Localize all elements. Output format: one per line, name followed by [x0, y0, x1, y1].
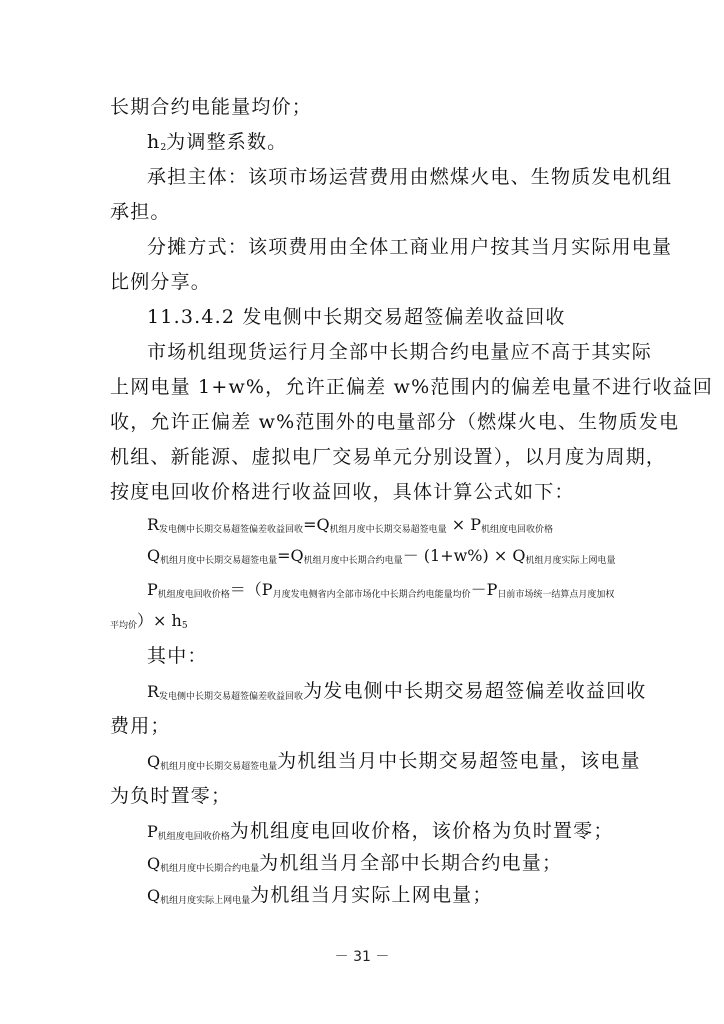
text-line-3: 承担主体：该项市场运营费用由燃煤火电、生物质发电机组 — [147, 166, 673, 188]
formula-2: $Q_{机组月度中长期交易超签电量}=Q_{机组月度中长期合约电量}- (1+w\%) \times Q_{机组月度实际上网电量}$ — [147, 546, 616, 566]
text-line-9: 上网电量 1+w%，允许正偏差 w%范围内的偏差电量不进行收益回 — [110, 376, 714, 398]
where-label: 其中： — [147, 645, 208, 667]
text-line-2: $h_2$为调整系数。 — [147, 131, 288, 153]
definition-5: $Q_{机组月度实际上网电量}$为机组当月实际上网电量； — [147, 884, 493, 906]
formula-1: $R_{发电侧中长期交易超签偏差收益回收}=Q_{机组月度中长期交易超签电量} \times P_{机组度电回收价格}$ — [147, 515, 553, 535]
definition-2: $Q_{机组月度中长期交易超签电量}$为机组当月中长期交易超签电量，该电量 — [147, 750, 641, 772]
text-line-10: 收，允许正偏差 w%范围外的电量部分（燃煤火电、生物质发电 — [110, 411, 680, 433]
text-line-1: 长期合约电能量均价； — [110, 96, 313, 118]
definition-1-continued: 费用； — [110, 715, 171, 737]
definition-2-continued: 为负时置零； — [110, 785, 232, 807]
page-number: － 31 － — [334, 949, 390, 965]
definition-4: $Q_{机组月度中长期合约电量}$为机组当月全部中长期合约电量； — [147, 852, 563, 874]
formula-3: $P_{机组度电回收价格}=(P_{月度发电侧省内全部市场化中长期合约电能量均价}-P_{日前市场统一结算点月度加权}$ — [147, 580, 615, 600]
section-heading: 11.3.4.2 发电侧中长期交易超签偏差收益回收 — [147, 306, 566, 328]
text-line-11: 机组、新能源、虚拟电厂交易单元分别设置），以月度为周期， — [110, 446, 667, 468]
definition-1: $R_{发电侧中长期交易超签偏差收益回收}$为发电侧中长期交易超签偏差收益回收 — [147, 680, 647, 702]
text-line-12: 按度电回收价格进行收益回收，具体计算公式如下： — [110, 481, 575, 503]
definition-3: $P_{机组度电回收价格}$为机组度电回收价格，该价格为负时置零； — [147, 820, 614, 842]
formula-3-continued: $_{平均价})\times h_5$ — [110, 611, 188, 631]
text-line-8: 市场机组现货运行月全部中长期合约电量应不高于其实际 — [147, 341, 653, 363]
text-line-4: 承担。 — [110, 201, 171, 223]
text-line-5: 分摊方式：该项费用由全体工商业用户按其当月实际用电量 — [147, 236, 673, 258]
text-line-6: 比例分享。 — [110, 271, 212, 293]
